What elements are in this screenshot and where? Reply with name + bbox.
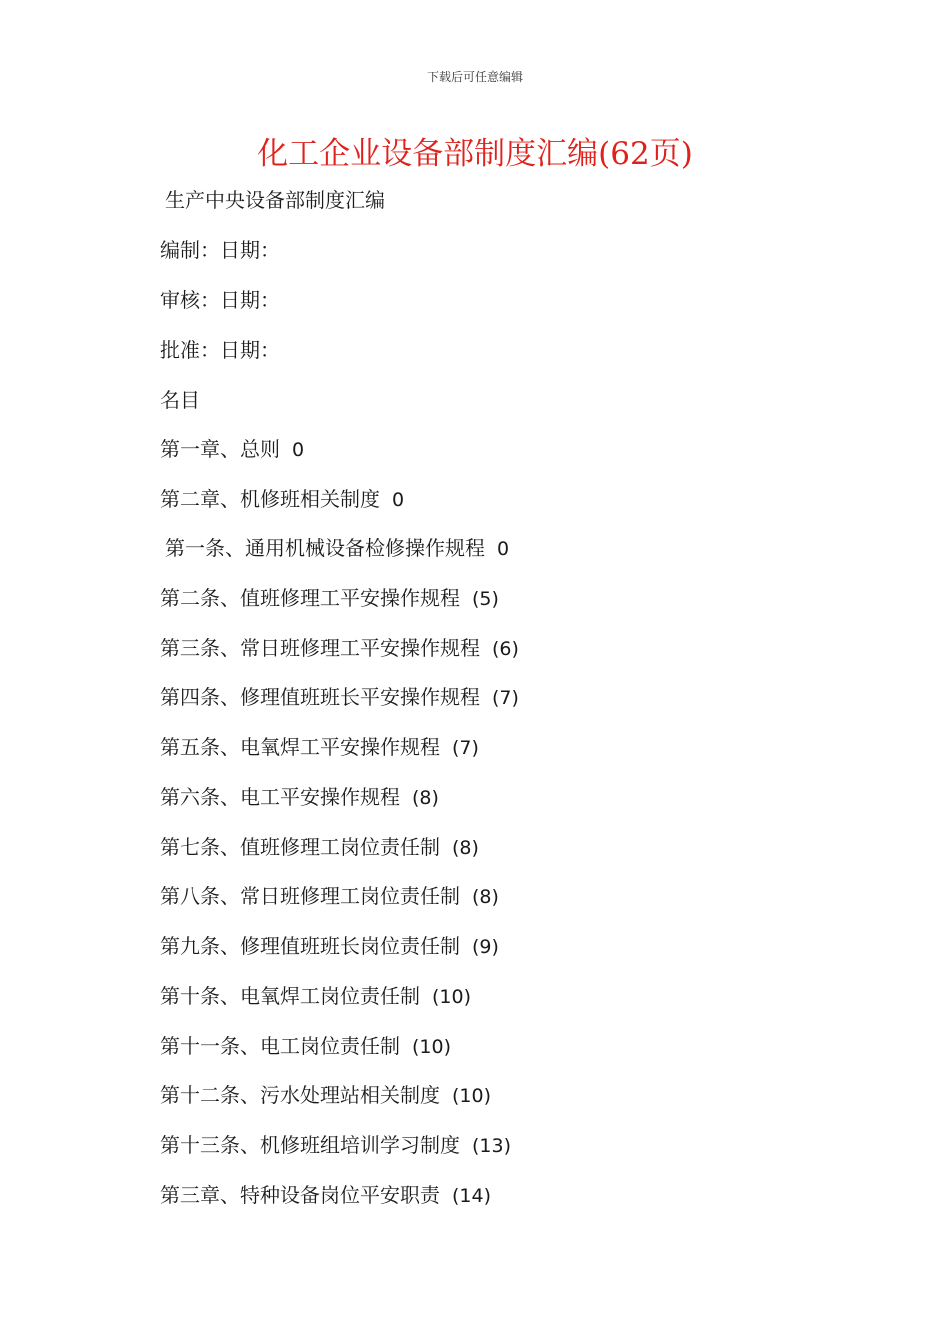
document-title: 化工企业设备部制度汇编(62页) [257,136,693,172]
toc-entry-page: (10) [432,986,472,1008]
toc-entry-text: 第三条、常日班修理工平安操作规程 [160,636,480,660]
header-note: 下载后可任意编辑 [426,70,523,84]
sign-line-compile: 编制：日期： [160,238,280,262]
toc-entry-text: 第十二条、污水处理站相关制度 [160,1083,440,1107]
toc-entry-text: 第八条、常日班修理工岗位责任制 [160,884,460,908]
toc-entry-page: (10) [452,1085,492,1107]
toc-entry-text: 第三章、特种设备岗位平安职责 [160,1183,440,1207]
toc-heading: 名目 [160,388,200,412]
toc-entry [160,586,499,611]
toc-entry-page: (5) [472,588,499,610]
toc-entry-page: (6) [492,638,519,660]
toc-entry-text: 第十一条、电工岗位责任制 [160,1034,400,1058]
toc-entry-page: (7) [452,737,479,759]
document-subtitle: 生产中央设备部制度汇编 [165,188,385,212]
toc-entry-page: (9) [472,936,499,958]
sign-line-review: 审核：日期： [160,288,280,312]
toc-entry [160,1034,451,1059]
toc-entry [160,1183,491,1208]
toc-entry-text: 第七条、值班修理工岗位责任制 [160,835,440,859]
toc-entry-page: 0 [392,489,405,511]
toc-entry [160,934,499,959]
toc-entry [160,1133,511,1158]
toc-entry-text: 第四条、修理值班班长平安操作规程 [160,685,480,709]
toc-entry [160,785,439,810]
toc-entry-text: 第一条、通用机械设备检修操作规程 [165,536,485,560]
toc-entry [160,984,471,1009]
toc-entry-page: 0 [497,538,510,560]
toc-entry [160,487,404,512]
toc-entry-text: 第二章、机修班相关制度 [160,487,380,511]
toc-entry-page: (7) [492,687,519,709]
toc-entry-text: 第一章、总则 [160,437,280,461]
toc-entry-text: 第九条、修理值班班长岗位责任制 [160,934,460,958]
toc-entry-page: (14) [452,1185,492,1207]
toc-entry [160,735,479,760]
toc-entry [160,636,519,661]
toc-entry-text: 第二条、值班修理工平安操作规程 [160,586,460,610]
toc-entry-page: (8) [472,886,499,908]
toc-entry-text: 第十条、电氧焊工岗位责任制 [160,984,420,1008]
toc-entry [160,1083,491,1108]
toc-entry [160,884,499,909]
toc-entry-page: (10) [412,1036,452,1058]
toc-entry-text: 第六条、电工平安操作规程 [160,785,400,809]
toc-entry [165,536,509,561]
toc-entry [160,835,479,860]
toc-entry-text: 第十三条、机修班组培训学习制度 [160,1133,460,1157]
toc-entry-page: 0 [292,439,305,461]
toc-entry [160,437,304,462]
toc-entry-page: (8) [452,837,479,859]
sign-line-approve: 批准：日期： [160,338,280,362]
toc-entry-page: (13) [472,1135,512,1157]
toc-entry-page: (8) [412,787,439,809]
toc-entry-text: 第五条、电氧焊工平安操作规程 [160,735,440,759]
toc-entry [160,685,519,710]
